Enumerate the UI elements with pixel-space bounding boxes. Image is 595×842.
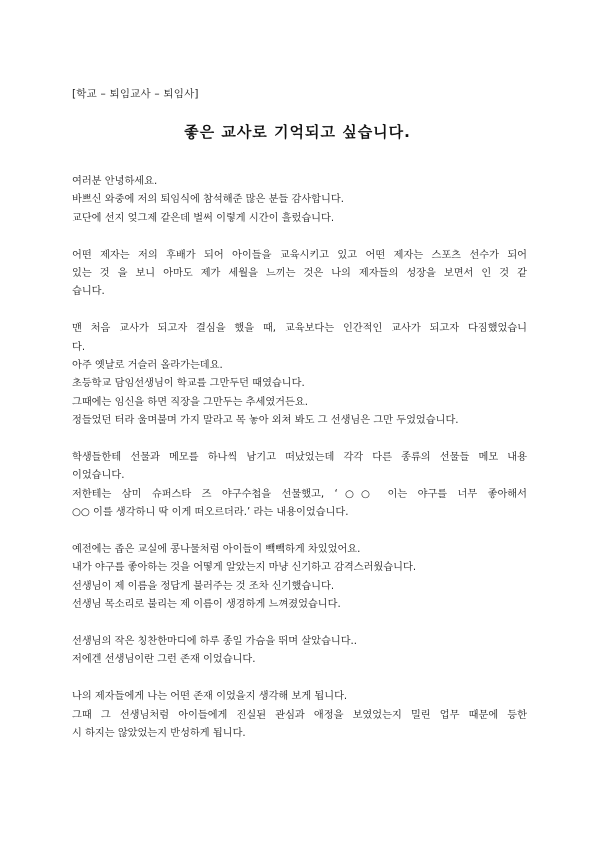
paragraph <box>72 541 527 615</box>
paragraph <box>72 633 527 670</box>
text-line: 그때에는 임신을 하면 직장을 그만두는 추세였거든요. <box>72 396 308 408</box>
text-line: 정들었던 터라 울며불며 가지 말라고 목 놓아 외쳐 봐도 그 선생님은 그만 두었었습니다. <box>72 415 459 427</box>
text-line: 내가 야구를 좋아하는 것을 어떻게 알았는지 마냥 신기하고 감격스러웠습니다. <box>72 562 417 574</box>
text-line: 어떤 제자는 저의 후배가 되어 아이들을 교육시키고 있고 어떤 제자는 스포츠 선수가 되어 <box>72 249 527 261</box>
text-line: 바쁘신 와중에 저의 퇴임식에 참석해준 많은 분들 감사합니다. <box>72 194 344 206</box>
text-line: 나의 제자들에게 나는 어떤 존재 이었을지 생각해 보게 됩니다. <box>72 691 348 703</box>
paragraph <box>72 320 527 430</box>
paragraph <box>72 247 527 302</box>
text-line: 아주 옛날로 거슬러 올라가는데요. <box>72 360 223 372</box>
paragraph <box>72 688 527 743</box>
text-line: 초등학교 담임선생님이 학교를 그만두던 때였습니다. <box>72 378 305 390</box>
text-line: 다. <box>72 341 86 353</box>
text-line: 선생님 목소리로 불리는 제 이름이 생경하게 느껴졌었습니다. <box>72 599 341 611</box>
text-line: 예전에는 좁은 교실에 콩나물처럼 아이들이 빽빽하게 차있었어요. <box>72 544 361 556</box>
paragraph <box>72 173 527 228</box>
text-line: ○○ 이를 생각하니 딱 이게 떠오르더라.’ 라는 내용이었습니다. <box>72 507 349 519</box>
text-line: 선생님의 작은 칭찬한마디에 하루 종일 가슴을 뛰며 살았습니다.. <box>72 636 358 648</box>
text-line: 여러분 안녕하세요. <box>72 176 158 187</box>
paragraph <box>72 449 527 523</box>
text-line: 교단에 선지 엊그제 같은데 벌써 이렇게 시간이 흘렀습니다. <box>72 212 335 224</box>
text-line: 선생님이 제 이름을 정답게 불러주는 것 조차 신기했습니다. <box>72 580 335 592</box>
text-line: 그때 그 선생님처럼 아이들에게 진실된 관심과 애정을 보였었는지 밀린 업무 때문에 등한 <box>72 709 527 721</box>
text-line: 맨 처음 교사가 되고자 결심을 했을 때, 교육보다는 인간적인 교사가 되고자 다짐했었습니 <box>72 323 527 335</box>
text-line: 학생들한테 선물과 메모를 하나씩 남기고 떠났었는데 각각 다른 종류의 선물들 메모 내용 <box>72 452 527 464</box>
text-line: 있는 것 을 보니 아마도 제가 세월을 느끼는 것은 나의 제자들의 성장을 보면서 인 것 같 <box>72 268 527 280</box>
document-body <box>72 173 527 744</box>
document-title: 좋은 교사로 기억되고 싶습니다. <box>184 123 411 141</box>
text-line: 시 하지는 않았었는지 반성하게 됩니다. <box>72 728 246 740</box>
category-breadcrumb: [학교 – 퇴임교사 – 퇴임사] <box>72 88 199 100</box>
text-line: 습니다. <box>72 286 105 298</box>
text-line: 저에겐 선생님이란 그런 존재 이었습니다. <box>72 654 256 666</box>
text-line: 이었습니다. <box>72 470 125 482</box>
text-line: 저한테는 삼미 슈퍼스타 즈 야구수첩을 선물했고, ‘○○ 이는 야구를 너무 좋아해서 <box>72 488 527 500</box>
